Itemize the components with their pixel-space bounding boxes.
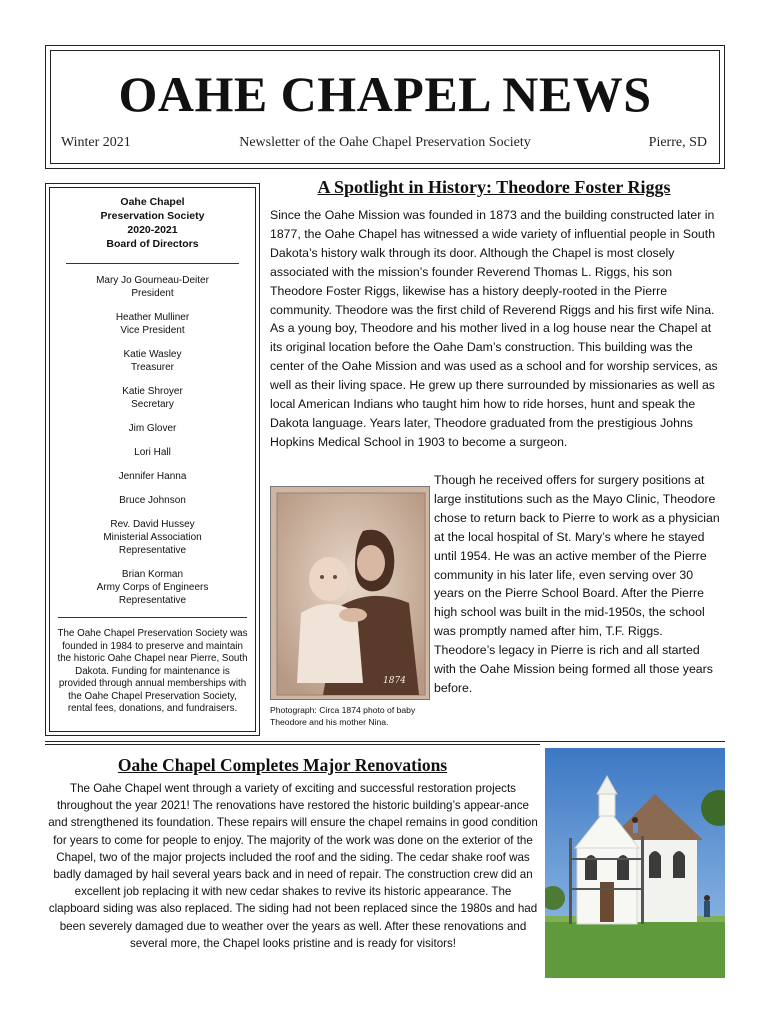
sidebar-divider xyxy=(58,617,247,618)
board-member xyxy=(56,568,249,607)
board-member xyxy=(56,518,249,557)
member-name: Bruce Johnson xyxy=(119,495,186,506)
chapel-photo xyxy=(545,748,725,978)
member-role: Treasurer xyxy=(131,362,174,373)
issue-label: Winter 2021 xyxy=(61,135,131,150)
member-role: Representative xyxy=(118,545,187,556)
sidebar-divider xyxy=(66,263,239,264)
board-heading-line: Board of Directors xyxy=(106,238,199,250)
board-member xyxy=(56,385,249,411)
renovations-headline: Oahe Chapel Completes Major Renovations xyxy=(117,755,448,775)
board-member xyxy=(56,348,249,374)
member-role: Army Corps of Engineers xyxy=(96,582,209,593)
historic-photo-image xyxy=(271,487,430,700)
member-name: Jennifer Hanna xyxy=(118,471,187,482)
board-heading-line: Oahe Chapel xyxy=(120,196,185,208)
member-name: Jim Glover xyxy=(128,423,177,434)
member-role: President xyxy=(131,288,174,299)
member-role: Representative xyxy=(118,595,187,606)
board-heading-line: 2020-2021 xyxy=(127,224,178,236)
newsletter-title: OAHE CHAPEL NEWS xyxy=(118,66,652,122)
masthead-inner-border xyxy=(50,50,720,164)
newsletter-subtitle: Newsletter of the Oahe Chapel Preservation Society xyxy=(239,135,531,150)
board-sidebar xyxy=(45,183,260,736)
board-member xyxy=(56,422,249,435)
member-name: Katie Shroyer xyxy=(122,386,183,397)
renovations-body: The Oahe Chapel went through a variety of exciting and successful restoration projects throughout the year 2021! The renovations have restored the historic building’s appear-ance and strengthened its foundation. These repairs will ensure the chapel remains in good condition for years to come for people to enjoy. The majority of the work was done on the exterior of the Chapel, two of the major projects included the roof and the siding. The cedar shake roof was badly damaged by hail several years back and in need of repair. The construction crew did an excellent job replacing it with new cedar shakes to revive its historic appearance. The clapboard siding was also replaced. The siding had not been replaced since the 1980s and had been severely damaged due to weather over the years as well. After these renovations and several more, the Chapel looks pristine and is ready for visitors! xyxy=(48,782,538,950)
member-name: Brian Korman xyxy=(121,569,184,580)
board-sidebar-inner xyxy=(49,187,256,732)
member-role: Secretary xyxy=(131,399,174,410)
board-member xyxy=(56,274,249,300)
board-member xyxy=(56,470,249,483)
chapel-photo-image xyxy=(545,748,725,978)
member-role: Vice President xyxy=(120,325,185,336)
spotlight-body: Since the Oahe Mission was founded in 1873 and the building constructed later in 1877, the Oahe Chapel has witnessed a wide variety of influential people in South Dakota’s history walk through its door. Although the Chapel is most closely associated with the mission’s founder Reverend Thomas L. Riggs, his son Theodore Foster Riggs, likewise has a history deeply-rooted in the Pierre community. Theodore was the first child of Reverend Riggs and his first wife Nina. As a young boy, Theodore and his mother lived in a log house near the Chapel at its original location before the Oahe Dam’s construction. This building was the center of the Oahe Mission and was used as a school and for worship services, as well as their living space. He grew up there surrounded by missionaries as well as local American Indians who taught him how to ride horses, hunt and speak the Dakota language. Years later, Theodore graduated from the prestigious Johns Hopkins Medical School in 1903 to become a surgeon. xyxy=(270,208,718,449)
photo-inscription: 1874 xyxy=(383,676,406,686)
photo-caption: Photograph: Circa 1874 photo of baby Theodore and his mother Nina. xyxy=(270,705,416,727)
member-role: Ministerial Association xyxy=(103,532,202,543)
board-heading xyxy=(56,195,249,251)
member-name: Lori Hall xyxy=(134,447,171,458)
member-name: Heather Mulliner xyxy=(115,312,190,323)
society-description: The Oahe Chapel Preservation Society was founded in 1984 to preserve and maintain the historic Oahe Chapel near Pierre, South Dakota. Funding for maintenance is provided through annual memberships with the Oahe Chapel Preservation Society, rental fees, donations, and fundraisers. xyxy=(57,628,248,714)
board-member xyxy=(56,494,249,507)
board-member xyxy=(56,446,249,459)
board-heading-line: Preservation Society xyxy=(100,210,205,222)
member-name: Mary Jo Gourneau-Deiter xyxy=(96,275,209,286)
location-label: Pierre, SD xyxy=(648,135,707,150)
member-name: Rev. David Hussey xyxy=(110,519,195,530)
section-divider xyxy=(45,741,725,742)
spotlight-headline: A Spotlight in History: Theodore Foster Riggs xyxy=(317,177,671,197)
board-member xyxy=(56,311,249,337)
historic-photo xyxy=(270,486,430,700)
section-divider xyxy=(45,744,540,745)
member-name: Katie Wasley xyxy=(123,349,182,360)
spotlight-body-continued: Though he received offers for surgery positions at large institutions such as the Mayo Clinic, Theodore chose to return back to Pierre to work as a physician at the local hospital of St. Mary’s where he stayed until 1954. He was an active member of the Pierre community in his later life, even serving over 30 years on the Pierre School Board. After the Pierre high school was built in the mid-1950s, the school was promptly named after him, T.F. Riggs. Theodore’s legacy in Pierre is rich and all started with the Oahe Mission being formed all those years before. xyxy=(434,473,720,695)
masthead xyxy=(45,45,725,169)
